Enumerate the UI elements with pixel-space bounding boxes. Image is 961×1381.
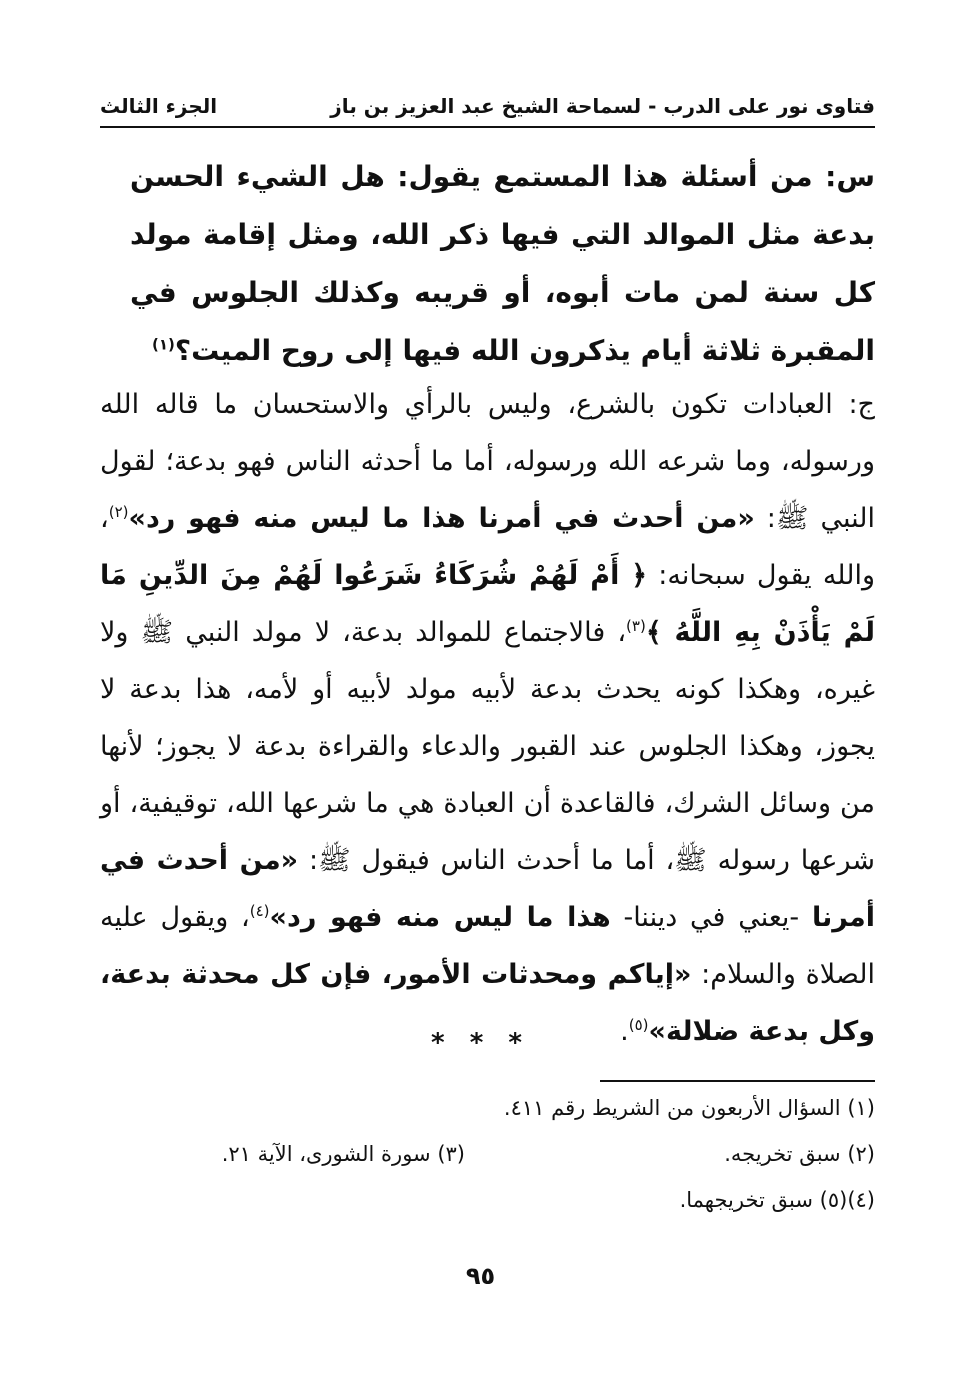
- footnotes: [100, 1085, 875, 1223]
- question-text: س: من أسئلة هذا المستمع يقول: هل الشيء الحسن بدعة مثل الموالد التي فيها ذكر الله، ومثل إقامة مولد كل سنة لمن مات أبوه، أو قريبه وكذلك الجلوس في المقبرة ثلاثة أيام يذكرون الله فيها إلى روح الميت؟: [130, 160, 875, 367]
- footnote-1-text: (١) السؤال الأربعون من الشريط رقم ٤١١.: [503, 1096, 875, 1120]
- answer-paragraph: [100, 376, 875, 1060]
- footnote-ref-1: (١): [152, 335, 175, 354]
- volume-label: الجزء الثالث: [100, 94, 218, 118]
- quran-verse: ﴿ أَمْ لَهُمْ شُرَكَاءُ شَرَعُوا لَهُمْ مِنَ الدِّينِ مَا لَمْ يَأْذَنْ بِهِ اللَّهُ ﴾: [100, 560, 875, 648]
- footnote-ref-5: (٥): [628, 1016, 649, 1034]
- footnote-ref-4: (٤): [249, 902, 270, 920]
- answer-text-3: ، فالاجتماع للموالد بدعة، لا مولد النبي ﷺ ولا غيره، وهكذا كونه يحدث بدعة لأبيه مولد لأبيه أو لأمه، هذا بدعة لا يجوز، وهكذا الجلوس عند القبور والدعاء والقراءة بدعة لا يجوز؛ لأنها من وسائل الشرك، فالقاعدة أن العبادة هي ما شرعها الله، توقيفية، أو شرعها رسوله ﷺ، أما ما أحدث الناس فيقول ﷺ:: [100, 617, 875, 876]
- hadith-quote-2b: هذا ما ليس منه فهو رد»: [269, 902, 611, 933]
- answer-text-4: -يعني في ديننا-: [610, 902, 812, 933]
- hadith-quote-3: «إياكم ومحدثات الأمور، فإن كل محدثة بدعة، وكل بدعة ضلالة»: [100, 959, 875, 1047]
- answer-text-5: ، ويقول عليه الصلاة والسلام:: [100, 902, 875, 990]
- answer-text-1: ج: العبادات تكون بالشرع، وليس بالرأي والاستحسان ما قاله الله ورسوله، وما شرعه الله ورسوله، أما ما أحدثه الناس فهو بدعة؛ لقول النبي ﷺ:: [100, 389, 875, 534]
- footnote-2-text: (٢) سبق تخريجه.: [724, 1142, 875, 1166]
- footnote-1: [100, 1085, 875, 1131]
- question-paragraph: [130, 148, 875, 380]
- footnote-ref-3: (٣): [626, 617, 646, 635]
- footnote-divider: [600, 1080, 875, 1082]
- answer-text-2: ، والله يقول سبحانه:: [100, 503, 876, 591]
- footnote-3-text: (٣) سورة الشورى، الآية ٢١.: [221, 1142, 465, 1166]
- running-header: [100, 86, 875, 128]
- hadith-quote-1: «من أحدث في أمرنا هذا ما ليس منه فهو رد»: [128, 503, 755, 534]
- footnote-ref-2: (٢): [108, 503, 129, 521]
- section-separator: * * *: [431, 1028, 530, 1058]
- footnote-2-3: [100, 1131, 875, 1177]
- footnote-4-5-text: (٤)(٥) سبق تخريجهما.: [679, 1188, 875, 1212]
- book-title: فتاوى نور على الدرب - لسماحة الشيخ عبد العزيز بن باز: [330, 94, 875, 118]
- hadith-quote-2a: «من أحدث في أمرنا: [100, 845, 876, 933]
- answer-text-6: .: [620, 1016, 629, 1047]
- footnote-4-5: [100, 1177, 875, 1223]
- page-number: ٩٥: [465, 1262, 496, 1290]
